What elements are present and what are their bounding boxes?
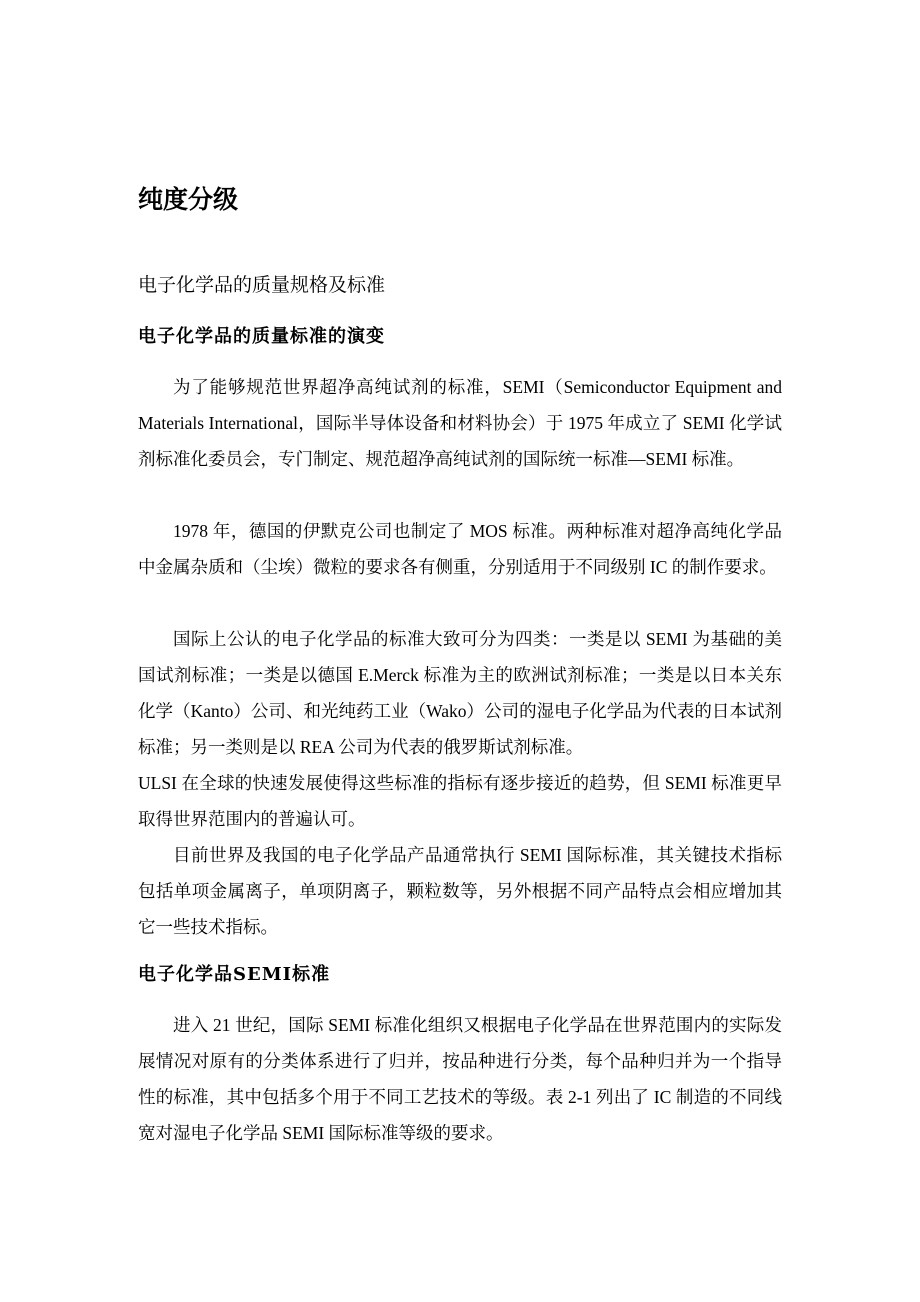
paragraph-semi-origin: 为了能够规范世界超净高纯试剂的标准，SEMI（Semiconductor Equipment and Materials International，国际半导体设备和材料协会）于 1975 年成立了 SEMI 化学试剂标准化委员会，专门制定、规范超净高纯试剂的国际统一标准—SEMI 标准。	[138, 377, 782, 469]
paragraph-21st-century: 进入 21 世纪，国际 SEMI 标准化组织又根据电子化学品在世界范围内的实际发展情况对原有的分类体系进行了归并，按品种进行分类，每个品种归并为一个指导性的标准，其中包括多个用于不同工艺技术的等级。表 2-1 列出了 IC 制造的不同线宽对湿电子化学品 SEMI 国际标准等级的要求。	[138, 1015, 782, 1143]
subsection-heading-evolution: 电子化学品的质量标准的演变	[138, 326, 385, 347]
section-heading: 电子化学品的质量规格及标准	[138, 274, 386, 296]
paragraph-ulsi-trend: ULSI 在全球的快速发展使得这些标准的指标有逐步接近的趋势，但 SEMI 标准更早取得世界范围内的普遍认可。	[138, 773, 782, 829]
subsection-heading-semi-standard: 电子化学品SEMI标准	[138, 964, 331, 985]
paragraph-four-standards: 国际上公认的电子化学品的标准大致可分为四类：一类是以 SEMI 为基础的美国试剂标准；一类是以德国 E.Merck 标准为主的欧洲试剂标准；一类是以日本关东化学（Kanto）公司、和光纯药工业（Wako）公司的湿电子化学品为代表的日本试剂标准；另一类则是以 REA 公司为代表的俄罗斯试剂标准。	[138, 629, 782, 757]
page-title: 纯度分级	[138, 185, 239, 214]
paragraph-current-practice: 目前世界及我国的电子化学品产品通常执行 SEMI 国际标准，其关键技术指标包括单项金属离子，单项阴离子，颗粒数等，另外根据不同产品特点会相应增加其它一些技术指标。	[138, 845, 782, 937]
paragraph-mos-standard: 1978 年，德国的伊默克公司也制定了 MOS 标准。两种标准对超净高纯化学品中金属杂质和（尘埃）微粒的要求各有侧重，分别适用于不同级别 IC 的制作要求。	[138, 521, 782, 577]
